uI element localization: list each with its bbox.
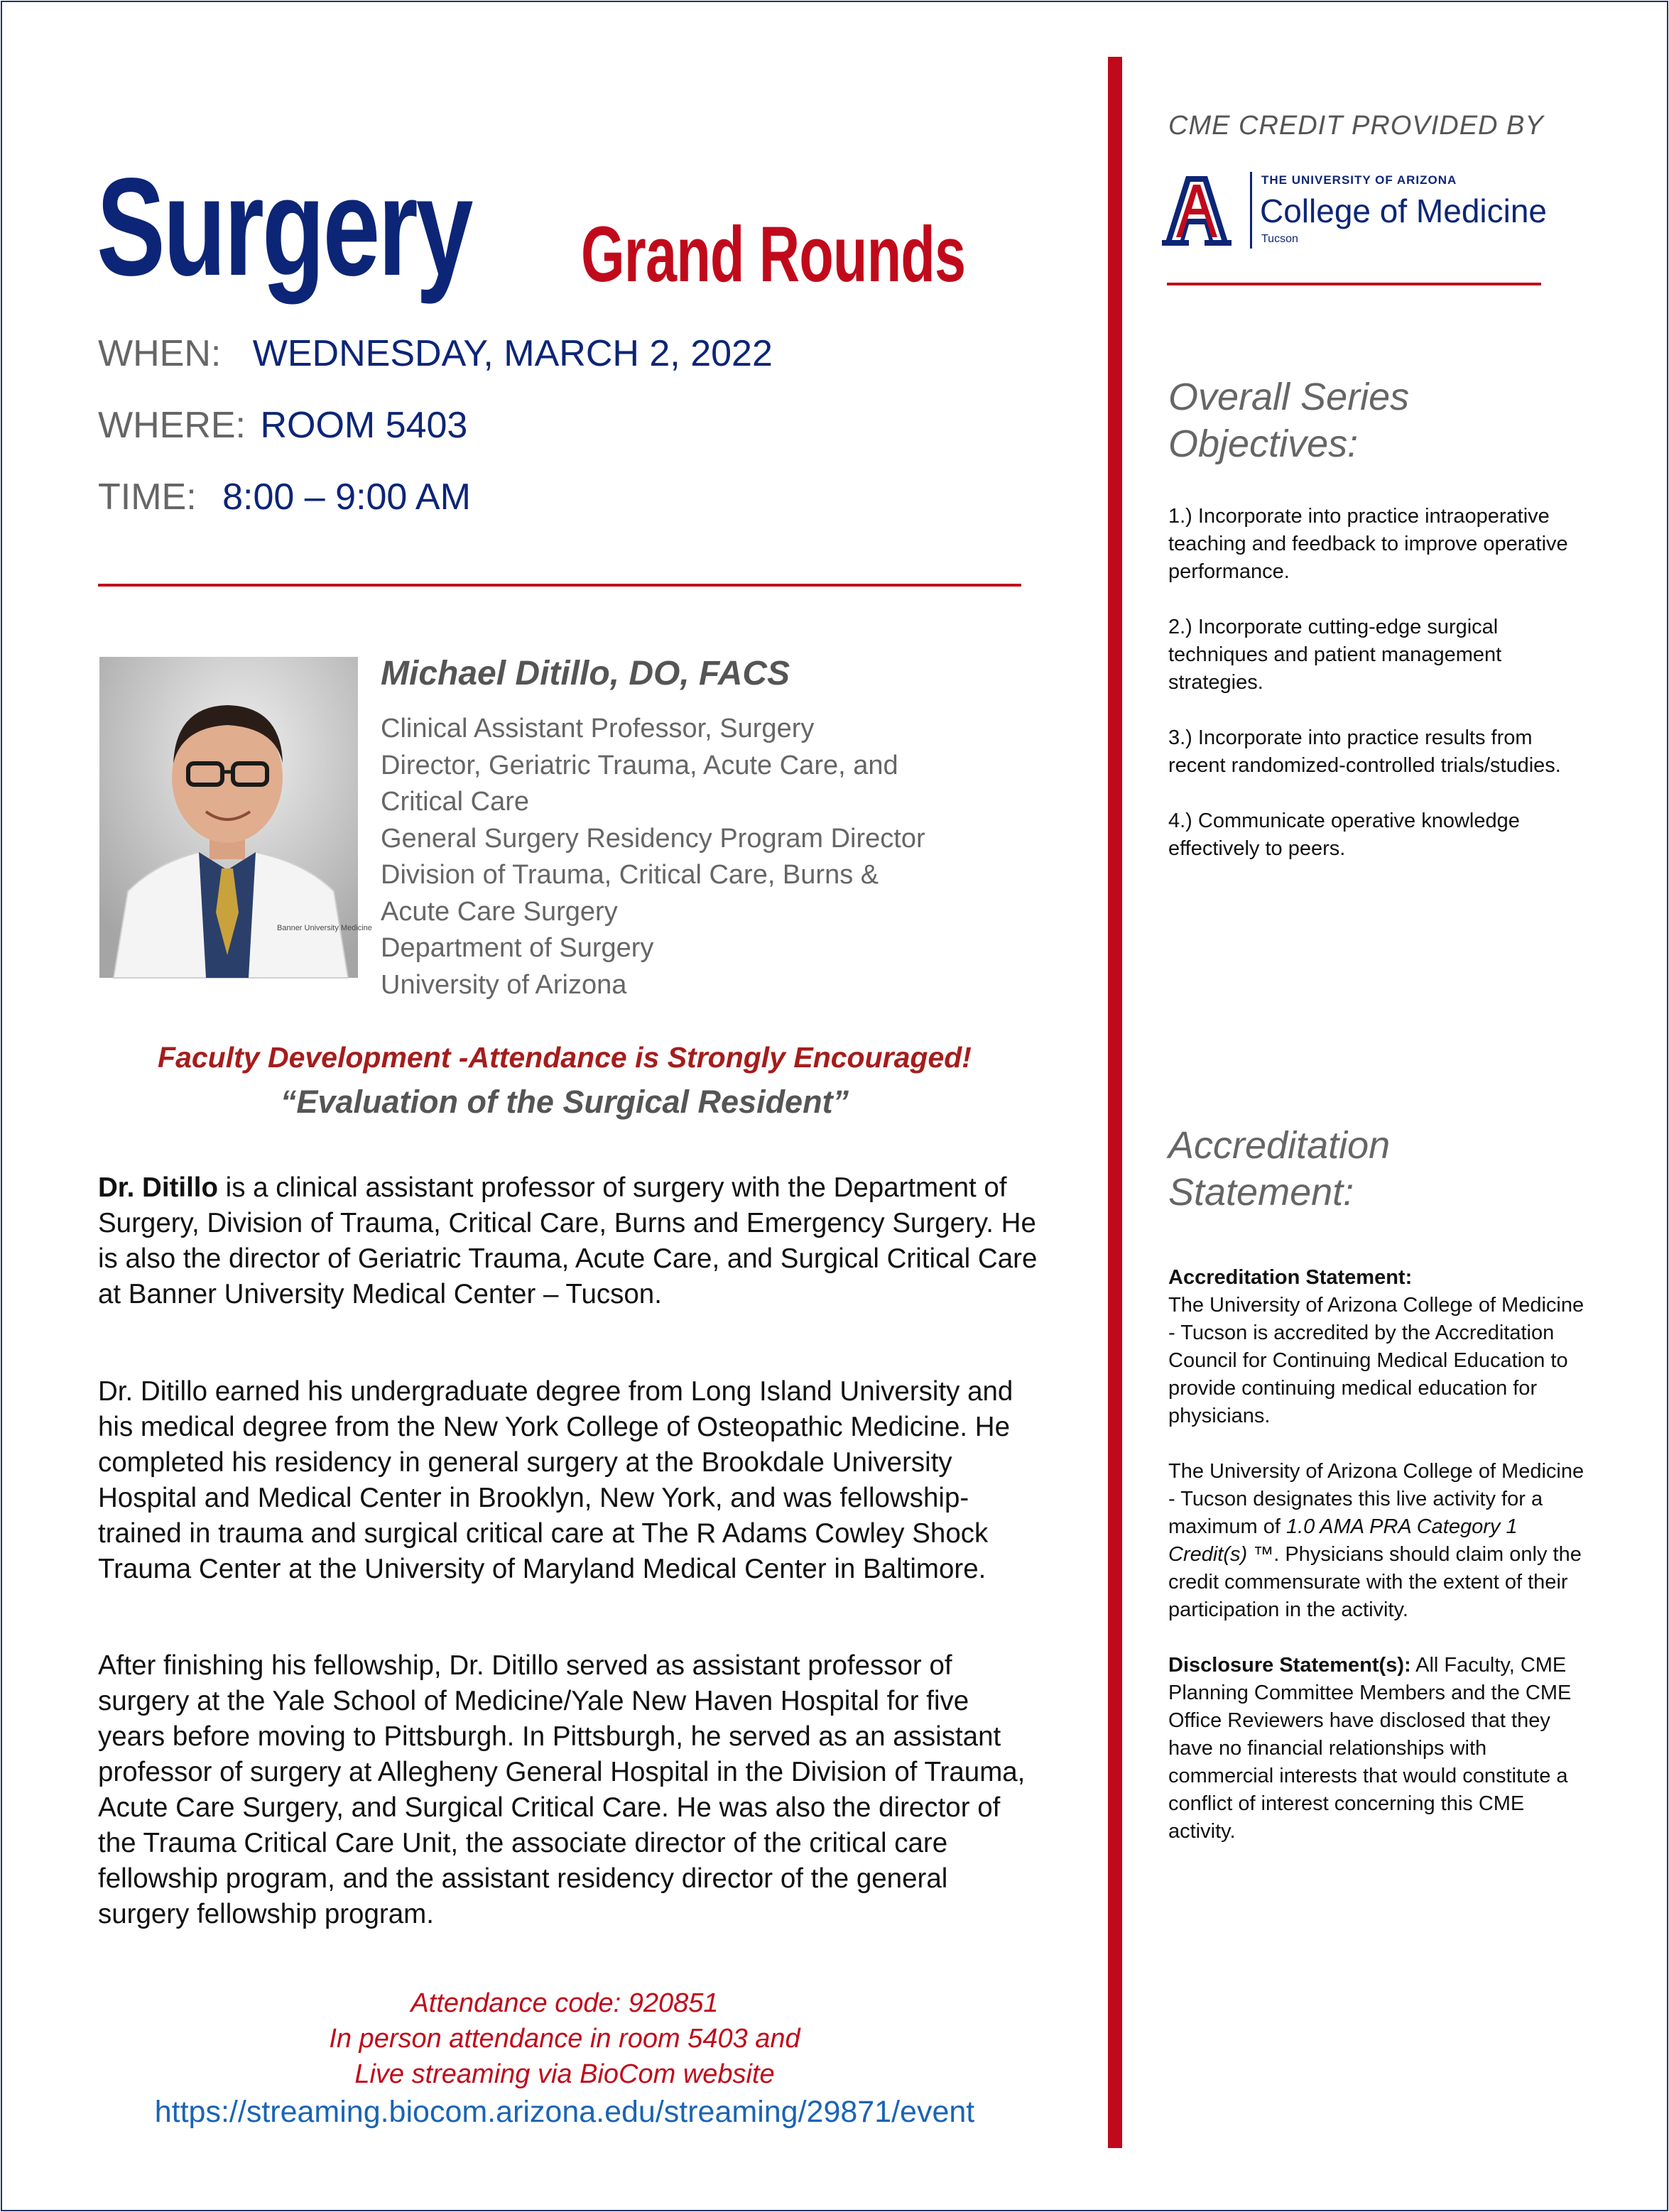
accreditation-section — [1168, 1122, 1587, 1873]
arizona-a-icon — [1151, 170, 1243, 249]
bio-paragraph-2: Dr. Ditillo earned his undergraduate degree from Long Island University and his medical degree from the New York College of Osteopathic Medicine. He completed his residency in general surgery at the Brookdale University Hospital and Medical Center in Brooklyn, New York, and was fellowship-trained in trauma and surgical critical care at The R Adams Cowley Shock Trauma Center at the University of Maryland Medical Center in Baltimore. — [98, 1376, 1013, 1584]
vertical-divider — [1108, 57, 1122, 2148]
objectives-heading — [1168, 374, 1587, 467]
accreditation-text — [1168, 1264, 1587, 1846]
divider-line — [98, 584, 1021, 587]
event-title — [97, 149, 966, 305]
speaker-photo — [99, 657, 372, 978]
when-value: WEDNESDAY, MARCH 2, 2022 — [252, 333, 773, 374]
bio-name: Dr. Ditillo — [98, 1172, 218, 1203]
accreditation-heading-line-1: Accreditation — [1168, 1124, 1391, 1167]
streaming-link[interactable]: https://streaming.biocom.arizona.edu/streaming/29871/event — [154, 2095, 975, 2129]
logo-city: Tucson — [1261, 233, 1298, 245]
bio-paragraph-1 — [98, 1170, 1043, 1312]
logo-college: College of Medicine — [1260, 192, 1548, 229]
objective-item: 1.) Incorporate into practice intraoperative teaching and feedback to improve operative performance. — [1168, 505, 1568, 583]
time-row — [98, 476, 471, 518]
objectives-list — [1168, 503, 1587, 863]
objectives-section — [1168, 374, 1587, 890]
title-surgery: Surgery — [97, 149, 472, 305]
disclosure-statement — [1168, 1652, 1587, 1846]
attendance-streaming: Live streaming via BioCom website — [354, 2059, 775, 2089]
speaker-info — [381, 657, 925, 1003]
time-label: TIME: — [98, 476, 197, 518]
when-row — [98, 335, 773, 372]
where-value: ROOM 5403 — [260, 405, 468, 446]
objective-item: 3.) Incorporate into practice results from recent randomized-controlled trials/studies. — [1168, 726, 1561, 777]
disclosure-label: Disclosure Statement(s): — [1168, 1654, 1411, 1677]
accreditation-heading-line-2: Statement: — [1168, 1171, 1354, 1214]
accreditation-statement — [1168, 1264, 1587, 1430]
speaker-name: Michael Ditillo, DO, FACS — [381, 655, 790, 692]
accreditation-p1: The University of Arizona College of Medicine - Tucson is accredited by the Accreditation Council for Continuing Medical Education to provide continuing medical education for physicians. — [1168, 1294, 1584, 1427]
logo-divider — [1250, 172, 1252, 249]
speaker-title-line: Department of Surgery — [381, 933, 654, 963]
sidebar-divider — [1167, 283, 1541, 285]
credit-text-b: ™. Physicians should claim only the credit commensurate with the extent of their participation in the activity. — [1168, 1543, 1582, 1621]
time-value: 8:00 – 9:00 AM — [222, 476, 471, 518]
speaker-title-line: Division of Trauma, Critical Care, Burns & — [381, 860, 879, 890]
coat-embroidery: Banner University Medicine — [277, 924, 372, 932]
logo-university: THE UNIVERSITY OF ARIZONA — [1261, 173, 1457, 187]
speaker-title-line: Critical Care — [381, 787, 530, 817]
credit-designation — [1168, 1458, 1587, 1624]
accreditation-heading — [1168, 1122, 1587, 1216]
objectives-heading-line-1: Overall Series — [1168, 376, 1410, 418]
attendance-block — [0, 1985, 1129, 2132]
where-label: WHERE: — [98, 405, 246, 446]
talk-title: “Evaluation of the Surgical Resident” — [280, 1084, 849, 1120]
speaker-title-line: Acute Care Surgery — [381, 896, 618, 927]
title-grand-rounds: Grand Rounds — [581, 211, 966, 298]
bio-paragraph-3: After finishing his fellowship, Dr. Ditillo served as assistant professor of surgery at the Yale School of Medicine/Yale New Haven Hospital for five years before moving to Pittsburgh. In Pittsburgh, he served as an assistant professor of surgery at Allegheny General Hospital in the Division of Trauma, Acute Care Surgery, and Surgical Critical Care. He was also the director of the Trauma Critical Care Unit, the associate director of the critical care fellowship program, and the assistant residency director of the general surgery fellowship program. — [98, 1650, 1026, 1929]
attendance-code: Attendance code: 920851 — [411, 1988, 719, 2018]
attendance-in-person: In person attendance in room 5403 and — [329, 2024, 800, 2054]
objective-item: 2.) Incorporate cutting-edge surgical techniques and patient management strategies. — [1168, 616, 1502, 694]
disclosure-text: All Faculty, CME Planning Committee Members and the CME Office Reviewers have disclosed that they have no financial relationships with commercial interests that would constitute a conflict of interest concerning this CME activity. — [1168, 1654, 1572, 1843]
credit-text-a: The University of Arizona College of Medicine - Tucson designates this live activity for a maximum of — [1168, 1460, 1584, 1538]
objective-item: 4.) Communicate operative knowledge effectively to peers. — [1168, 810, 1520, 860]
bio-p1-text: is a clinical assistant professor of surgery with the Department of Surgery, Division of Trauma, Critical Care, Burns and Emergency Surgery. He is also the director of Geriatric Trauma, Acute Care, and Surgical Critical Care at Banner University Medical Center – Tucson. — [98, 1172, 1038, 1309]
where-row — [98, 407, 467, 444]
speaker-title-line: General Surgery Residency Program Director — [381, 823, 925, 854]
speaker-title-line: Clinical Assistant Professor, Surgery — [381, 714, 815, 743]
speaker-title-line: University of Arizona — [381, 969, 627, 1000]
credit-type: 1.0 AMA PRA Category 1 Credit(s) — [1168, 1515, 1518, 1566]
cme-credit-label: CME CREDIT PROVIDED BY — [1168, 111, 1544, 141]
when-label: WHEN: — [98, 333, 222, 374]
university-logo — [1151, 169, 1555, 254]
accreditation-label: Accreditation Statement: — [1168, 1266, 1413, 1289]
speaker-titles — [381, 711, 925, 1003]
objectives-heading-line-2: Objectives: — [1168, 423, 1359, 465]
faculty-note: Faculty Development -Attendance is Strongly Encouraged! — [158, 1041, 972, 1074]
speaker-title-line: Director, Geriatric Trauma, Acute Care, and — [381, 750, 898, 780]
